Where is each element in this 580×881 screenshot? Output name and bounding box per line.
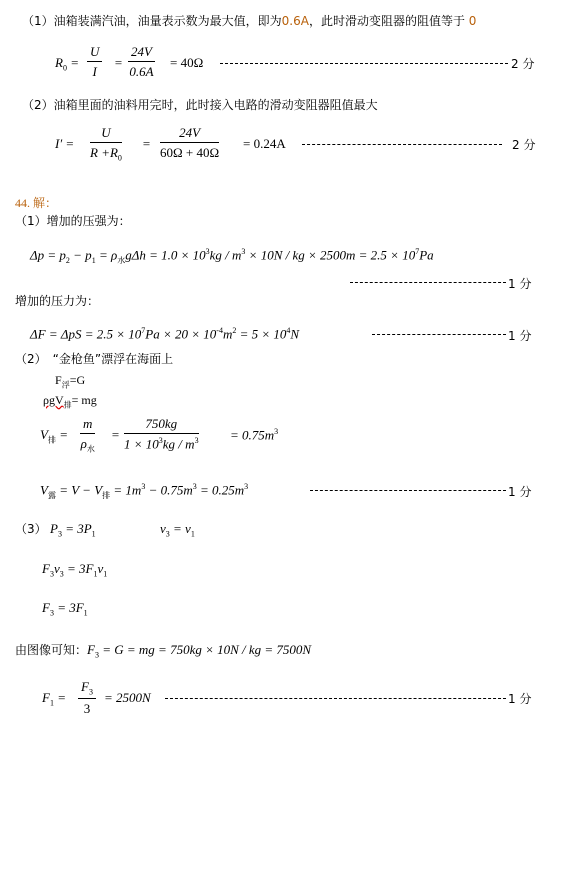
t: = G = mg = 750kg × 10N / kg = 7500N <box>98 642 312 657</box>
t: F <box>87 642 95 657</box>
dashed-leader <box>165 698 506 699</box>
t: 1 <box>93 569 98 579</box>
dashed-leader <box>372 334 506 335</box>
fraction-u-i <box>87 44 102 80</box>
t: P <box>50 521 58 536</box>
t: = 0.25m <box>196 482 245 498</box>
score-label: 1 分 <box>508 277 532 291</box>
eq-from-graph-math <box>87 642 312 660</box>
fraction-denominator: 3 <box>83 700 91 716</box>
fraction-numerator: 24V <box>128 44 155 62</box>
eq-velocity <box>160 522 195 539</box>
t: 3 <box>49 569 54 579</box>
t: 3 <box>192 482 197 491</box>
t: 3 <box>49 608 54 618</box>
eq-delta-p <box>30 248 434 265</box>
t: = 3F <box>53 600 84 615</box>
eq-i-prime-result: = 0.24A <box>243 136 286 151</box>
t: Pa × 20 × 10 <box>145 326 217 342</box>
t: -4 <box>216 326 223 335</box>
fraction-denominator: 60Ω + 40Ω <box>160 145 220 160</box>
t: 1 <box>103 569 108 579</box>
t: F <box>42 600 50 615</box>
t: 2 <box>232 326 237 335</box>
t: 3 <box>194 436 199 445</box>
score-label: 2 分 <box>511 57 535 71</box>
part1-line1-end: ，此时滑动变阻器的阻值等于 <box>308 14 465 28</box>
score-label: 1 分 <box>508 692 532 706</box>
eq-i-prime-lhs: I′ = <box>55 136 75 151</box>
t: 水 <box>86 444 95 454</box>
t: 1 <box>91 529 96 539</box>
part1-line1 <box>22 15 476 27</box>
t: F <box>42 690 50 705</box>
part3-label: （3） <box>15 522 47 536</box>
fraction-numerator: 750kg <box>124 416 199 434</box>
t: Δp = p <box>30 247 66 263</box>
subheading-force: 增加的压力为： <box>15 294 100 308</box>
eq-v-displaced-lhs: $V_排$ = <box>40 427 68 445</box>
t: 水 <box>117 255 126 265</box>
fraction-u-r-r0 <box>90 125 122 163</box>
t: ΔF = ΔpS = 2.5 × 10 <box>30 326 142 342</box>
t: V <box>40 482 48 498</box>
subheading-float: （2） “金枪鱼”漂浮在海面上 <box>15 352 174 366</box>
dashed-leader <box>302 144 502 145</box>
t: = mg <box>71 393 97 407</box>
t: 1 <box>49 698 54 708</box>
current-value: 0.6A <box>281 14 309 28</box>
score-label: 1 分 <box>508 485 532 499</box>
t: V <box>40 427 48 442</box>
t: 2 <box>65 255 70 265</box>
fraction-750-rho <box>124 416 199 452</box>
fraction-denominator <box>124 434 199 452</box>
t: 1 × 10 <box>124 436 159 452</box>
t: 由图像可知： <box>15 643 88 657</box>
eq-f3 <box>42 601 88 618</box>
t: 排 <box>102 490 111 500</box>
score-label: 1 分 <box>508 329 532 343</box>
fraction-numerator: m <box>80 416 95 434</box>
equals-sign: = <box>114 55 123 70</box>
t: 3 <box>141 482 146 491</box>
t: N <box>290 326 300 342</box>
fraction-f3-3 <box>78 679 96 717</box>
fraction-numerator <box>78 679 96 699</box>
question-number <box>15 197 57 209</box>
dashed-leader <box>220 63 508 64</box>
t: Pa <box>419 247 434 263</box>
dashed-leader <box>310 490 506 491</box>
fraction-numerator: 24V <box>160 125 219 143</box>
t: =G <box>69 373 86 387</box>
t: − 0.75m <box>145 482 193 498</box>
t: × 10N / kg × 2500m = 2.5 × 10 <box>245 247 416 263</box>
zero-value: 0 <box>468 14 477 28</box>
eq-r0-lhs: R <box>55 55 63 70</box>
t: 3 <box>241 247 246 256</box>
t: gΔh = 1.0 × 10 <box>125 247 206 263</box>
equals-sign: = <box>142 136 151 151</box>
t: 3 <box>165 529 170 539</box>
dashed-leader <box>350 282 506 283</box>
fraction-denominator: I <box>92 64 97 79</box>
t: = 5 × 10 <box>236 326 287 342</box>
t: 7 <box>141 326 146 335</box>
eq-delta-f <box>30 327 299 340</box>
fraction-den-text: R +R <box>90 145 118 160</box>
t: 3 <box>158 436 163 445</box>
t: − p <box>69 247 92 263</box>
equals-sign: = <box>111 427 120 442</box>
fraction-m-rho <box>80 416 95 455</box>
eq-fv <box>42 562 107 579</box>
eq-f1-lhs: $F_1$ = <box>42 690 66 708</box>
t: F <box>42 561 50 576</box>
t: 排 <box>63 400 72 410</box>
t: 3 <box>57 529 62 539</box>
fraction-denominator: 0.6A <box>129 64 154 79</box>
t: 1 <box>83 608 88 618</box>
eq-r0-result: = 40Ω <box>170 55 204 70</box>
part1-line1-text: （1）油箱装满汽油，油量表示数为最大值，即为 <box>22 14 282 28</box>
fraction-denominator <box>90 143 122 163</box>
t: v <box>97 561 104 576</box>
t: 1 <box>91 255 96 265</box>
fraction-denominator <box>80 434 95 455</box>
fraction-den-sub: 0 <box>117 153 122 163</box>
t: m <box>222 326 233 342</box>
eq-power <box>50 522 96 539</box>
eq-r0-lhs-sub: 0 <box>62 63 67 73</box>
t: 浮 <box>61 380 70 390</box>
t: F <box>81 679 89 694</box>
t: F <box>55 373 62 387</box>
t: = 1m <box>110 482 142 498</box>
eq-rho-gv <box>43 394 97 409</box>
fraction-24v-100ohm <box>160 125 219 161</box>
t: 3 <box>88 687 93 697</box>
score-label: 2 分 <box>512 138 536 152</box>
subheading-pressure: （1）增加的压强为： <box>15 214 131 228</box>
t: kg / m <box>209 247 242 263</box>
part2-line1: （2）油箱里面的油料用完时，此时接入电路的滑动变阻器阻值最大 <box>22 98 378 112</box>
t: = 0.75m <box>230 427 275 443</box>
t: = ρ <box>95 247 118 263</box>
t: = V − V <box>55 482 103 498</box>
fraction-numerator: U <box>90 125 122 143</box>
eq-r0: $R_0$ = <box>55 55 79 73</box>
eq-v-exposed <box>40 483 248 500</box>
t: 4 <box>286 326 291 335</box>
eq-from-graph <box>15 641 311 660</box>
t: v <box>160 521 166 536</box>
t: kg / m <box>162 436 195 452</box>
t: ρgV <box>43 393 64 407</box>
question-number-text: 44. 解： <box>15 196 58 210</box>
t: = 3P <box>61 521 92 536</box>
eq-f1-result: = 2500N <box>104 690 151 705</box>
t: ρ <box>80 436 87 451</box>
t: 7 <box>415 247 420 256</box>
fraction-24v-06a <box>128 44 155 80</box>
eq-v-displaced-result <box>230 428 278 441</box>
t: 露 <box>47 490 56 500</box>
t: 排 <box>47 435 56 445</box>
fraction-numerator: U <box>87 44 102 62</box>
eq-float <box>55 374 85 389</box>
t: 3 <box>59 569 64 579</box>
t: v <box>53 561 60 576</box>
t: 3 <box>205 247 210 256</box>
t: 3 <box>94 650 99 660</box>
t: 1 <box>190 529 195 539</box>
t: = v <box>169 521 191 536</box>
t: = 3F <box>63 561 94 576</box>
t: 3 <box>244 482 249 491</box>
t: 3 <box>274 427 279 436</box>
